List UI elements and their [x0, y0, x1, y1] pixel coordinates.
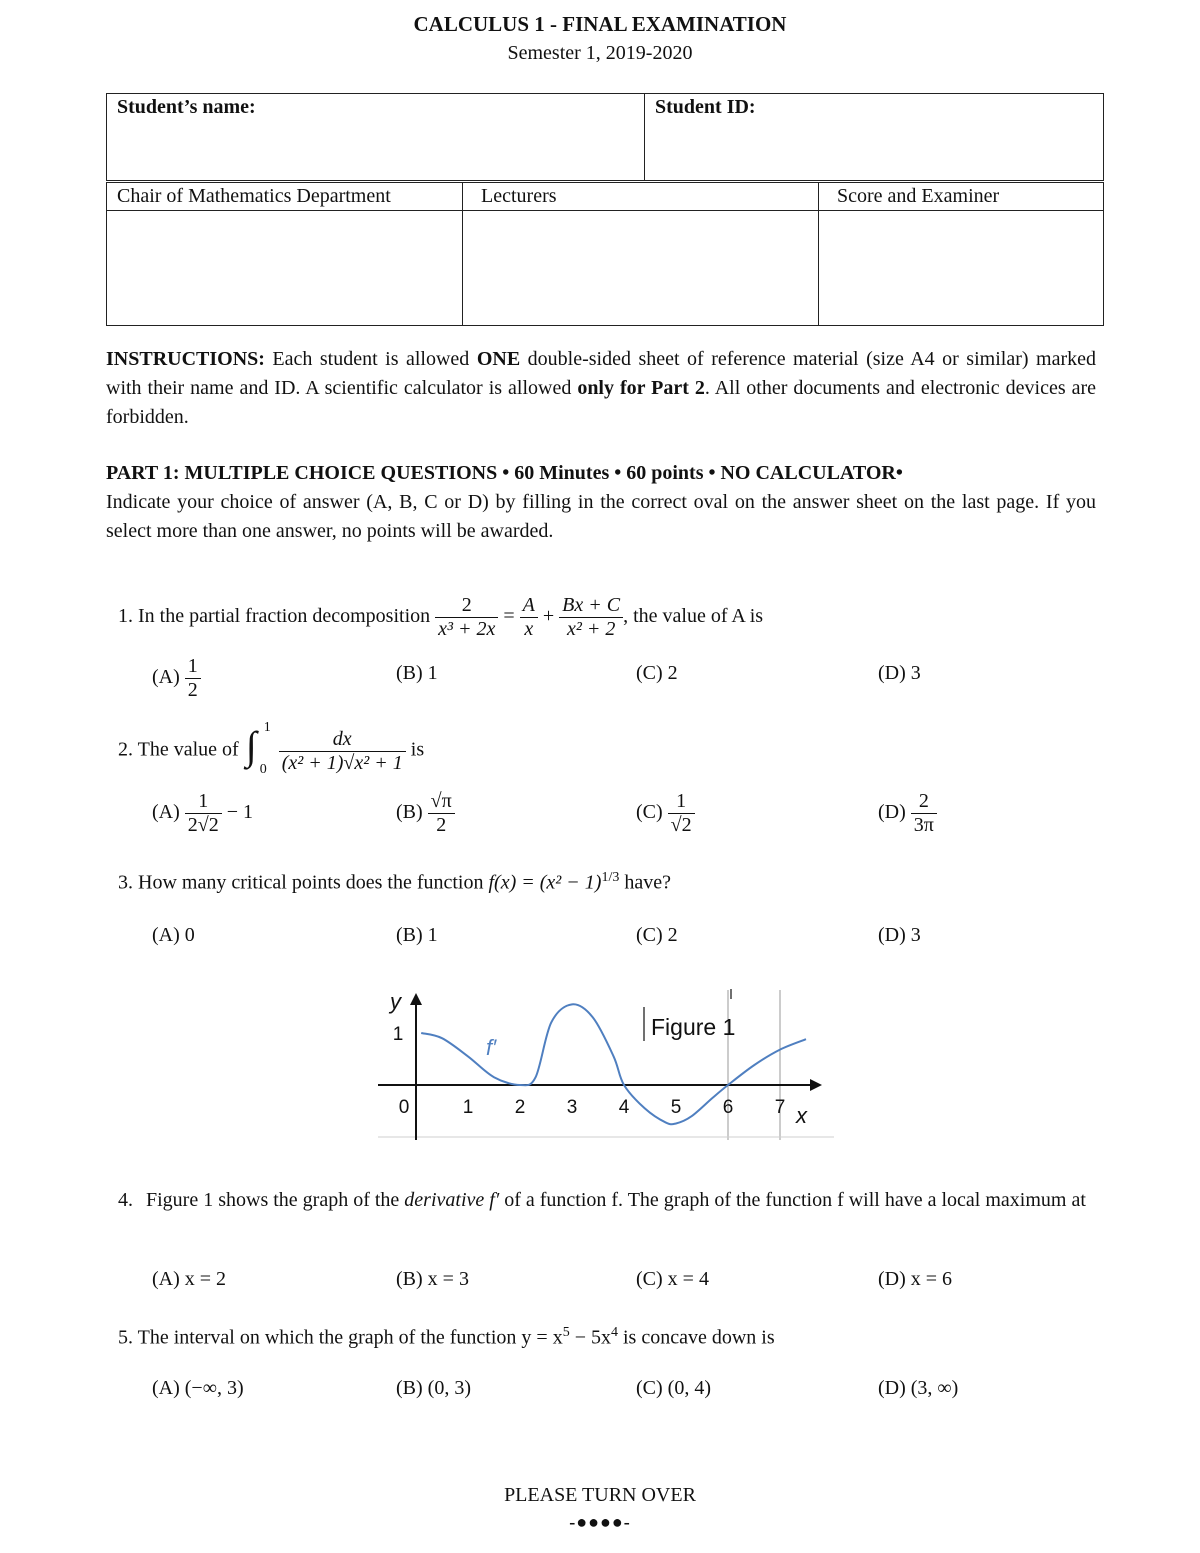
q2-integral: [244, 720, 274, 777]
q2-option-c-num: 1: [668, 790, 695, 814]
x-axis-label: x: [796, 1103, 807, 1128]
q2-num: dx: [279, 728, 406, 752]
question-4: [118, 1186, 1098, 1215]
y-axis-arrow: [410, 993, 422, 1005]
part1-description: Indicate your choice of answer (A, B, C or D) by filling in the correct oval on the answer sheet on the last page. If you select more than one answer, no points will be awarded.: [106, 491, 1096, 542]
q2-option-a[interactable]: [152, 790, 253, 837]
y-axis-label: y: [390, 989, 401, 1014]
x-tick-label-5: 5: [670, 1097, 682, 1118]
please-turn-over: PLEASE TURN OVER: [504, 1484, 696, 1506]
q2-option-d-den: 3π: [913, 814, 934, 836]
q4-text-italic: derivative f′: [404, 1189, 500, 1211]
q1-option-a[interactable]: [152, 655, 201, 702]
q2-option-c[interactable]: [636, 790, 695, 837]
q1-b-num: Bx + C: [559, 594, 623, 618]
figure-grid: [378, 990, 834, 1140]
instructions-text-2: double-sided sheet of reference material (size A4 or similar) marked with their name and ID. A scientific calculator is allowed: [106, 348, 1096, 399]
q3-option-d[interactable]: (D) 3: [878, 924, 921, 946]
q3-exponent: 1/3: [601, 870, 620, 885]
q5-mid: − 5x: [569, 1326, 611, 1349]
question-2: [118, 720, 1018, 777]
q1-option-b[interactable]: (B) 1: [396, 662, 438, 684]
q2-option-d-label: (D): [878, 801, 906, 824]
part1-heading: PART 1: MULTIPLE CHOICE QUESTIONS • 60 Minutes • 60 points • NO CALCULATOR•: [106, 462, 903, 484]
q5-exp1: 5: [562, 1325, 570, 1340]
q1-number: 1.: [118, 605, 133, 628]
figure-title: Figure 1: [651, 1014, 736, 1040]
question-1: [118, 594, 1078, 641]
q2-option-a-label: (A): [152, 801, 180, 824]
figure-labels: [388, 989, 808, 1128]
q2-option-a-tail: − 1: [226, 801, 254, 824]
curve-label: f′: [486, 1035, 497, 1060]
instructions-text-1: Each student is allowed: [264, 348, 477, 370]
q2-option-b-fraction: [428, 790, 455, 837]
q3-formula: f(x) = (x² − 1): [488, 871, 602, 894]
q1-option-c[interactable]: (C) 2: [636, 662, 678, 684]
q1-option-a-fraction: [185, 655, 201, 702]
q2-integral-sign: ∫: [245, 723, 257, 768]
q1-a-num: A: [520, 594, 538, 618]
question-3: [118, 870, 1018, 895]
q1-option-a-num: 1: [185, 655, 201, 679]
q2-text-after: is: [410, 738, 425, 761]
instructions-bold-1: ONE: [476, 348, 521, 370]
q5-option-a[interactable]: (A) (−∞, 3): [152, 1377, 244, 1399]
x-tick-label-1: 1: [462, 1097, 474, 1118]
q1-option-a-label: (A): [152, 666, 180, 689]
student-id-label: Student ID:: [655, 96, 756, 118]
q2-option-c-label: (C): [636, 801, 663, 824]
q3-number: 3.: [118, 871, 133, 894]
exam-title: CALCULUS 1 - FINAL EXAMINATION: [413, 12, 787, 36]
instructions-label: INSTRUCTIONS:: [106, 348, 265, 370]
x-tick-label-6: 6: [722, 1097, 734, 1118]
q2-option-b-num: √π: [428, 790, 455, 814]
x-tick-label-3: 3: [566, 1097, 578, 1118]
q2-lower-limit: 0: [259, 762, 267, 777]
q1-b-den: x² + 2: [566, 618, 616, 640]
q1-lhs-num: 2: [435, 594, 498, 618]
x-tick-label-0: 0: [398, 1097, 410, 1118]
q1-option-d[interactable]: (D) 3: [878, 662, 921, 684]
q1-option-a-den: 2: [187, 679, 198, 701]
student-id-cell[interactable]: [645, 94, 1104, 181]
q4-text: [146, 1186, 1086, 1215]
q4-text-1: Figure 1 shows the graph of the: [146, 1189, 405, 1211]
curve-f′: [421, 1004, 806, 1124]
q3-option-b[interactable]: (B) 1: [396, 924, 438, 946]
x-tick-label-7: 7: [774, 1097, 786, 1118]
q5-option-b[interactable]: (B) (0, 3): [396, 1377, 471, 1399]
q3-option-a[interactable]: (A) 0: [152, 924, 195, 946]
score-signature-cell[interactable]: [819, 211, 1104, 326]
x-tick-label-2: 2: [514, 1097, 526, 1118]
chair-signature-cell[interactable]: [107, 211, 463, 326]
q1-b-fraction: [559, 594, 623, 641]
q1-lhs-fraction: [435, 594, 498, 641]
q2-option-a-num: 1: [185, 790, 222, 814]
q2-option-b-label: (B): [396, 801, 423, 824]
y-tick-label-1: 1: [392, 1024, 404, 1045]
lecturers-signature-cell[interactable]: [463, 211, 819, 326]
q2-option-a-den: 2√2: [187, 814, 219, 836]
q4-option-c[interactable]: (C) x = 4: [636, 1268, 709, 1290]
instructions-bold-2: only for Part 2: [577, 377, 705, 399]
q1-text-after: , the value of A is: [623, 605, 764, 628]
q2-option-a-fraction: [185, 790, 222, 837]
q2-option-b[interactable]: [396, 790, 455, 837]
student-info-box: [106, 93, 1104, 181]
q1-a-fraction: [520, 594, 538, 641]
instructions: [106, 345, 1096, 432]
q5-option-d[interactable]: (D) (3, ∞): [878, 1377, 959, 1399]
q4-text-2: of a function f. The graph of the function f will have a local maximum at: [499, 1189, 1086, 1211]
figure-axes: [378, 993, 822, 1140]
x-axis-arrow: [810, 1079, 822, 1091]
chair-label: Chair of Mathematics Department: [107, 183, 463, 211]
q5-text: The interval on which the graph of the function y = x: [137, 1326, 563, 1349]
q3-option-c[interactable]: (C) 2: [636, 924, 678, 946]
score-label: Score and Examiner: [819, 183, 1104, 211]
q5-option-c[interactable]: (C) (0, 4): [636, 1377, 711, 1399]
exam-semester: Semester 1, 2019-2020: [507, 42, 693, 64]
q1-plus: +: [542, 605, 555, 628]
q4-option-a[interactable]: (A) x = 2: [152, 1268, 227, 1290]
student-name-label: Student’s name:: [117, 96, 256, 118]
q2-upper-limit: 1: [263, 720, 271, 735]
q4-number: 4.: [118, 1189, 133, 1211]
figure-curve-group: [421, 1004, 806, 1124]
figure-1-chart: [376, 985, 836, 1140]
q2-option-b-den: 2: [436, 814, 447, 836]
signature-box: [106, 182, 1104, 326]
q1-a-den: x: [524, 618, 534, 640]
footer-dots: -●●●●-: [569, 1512, 631, 1532]
student-name-cell[interactable]: [107, 94, 645, 181]
q1-text: In the partial fraction decomposition: [138, 605, 431, 628]
q2-den: (x² + 1)√x² + 1: [281, 751, 403, 774]
q2-option-c-den: √2: [670, 814, 692, 836]
q4-option-b[interactable]: (B) x = 3: [396, 1268, 469, 1290]
part1-section: [106, 459, 1096, 546]
x-tick-label-4: 4: [618, 1097, 630, 1118]
question-5: [118, 1325, 1018, 1350]
q3-text-after: have?: [624, 871, 671, 894]
q2-fraction: [279, 728, 406, 775]
instructions-text-3: . All other documents and electronic devices are forbidden.: [106, 377, 1097, 428]
lecturers-label: Lecturers: [463, 183, 819, 211]
q2-option-d-num: 2: [911, 790, 937, 814]
q1-equals: =: [503, 605, 515, 628]
q4-option-d[interactable]: (D) x = 6: [878, 1268, 953, 1290]
q5-number: 5.: [118, 1326, 133, 1349]
q5-exp2: 4: [610, 1325, 618, 1340]
q1-lhs-den: x³ + 2x: [438, 618, 496, 640]
q2-option-c-fraction: [668, 790, 695, 837]
q2-text: The value of: [137, 738, 239, 761]
q2-option-d[interactable]: [878, 790, 937, 837]
q2-number: 2.: [118, 738, 133, 761]
q2-option-d-fraction: [911, 790, 937, 837]
q3-text: How many critical points does the function: [138, 871, 484, 894]
q5-text-after: is concave down is: [617, 1326, 775, 1349]
